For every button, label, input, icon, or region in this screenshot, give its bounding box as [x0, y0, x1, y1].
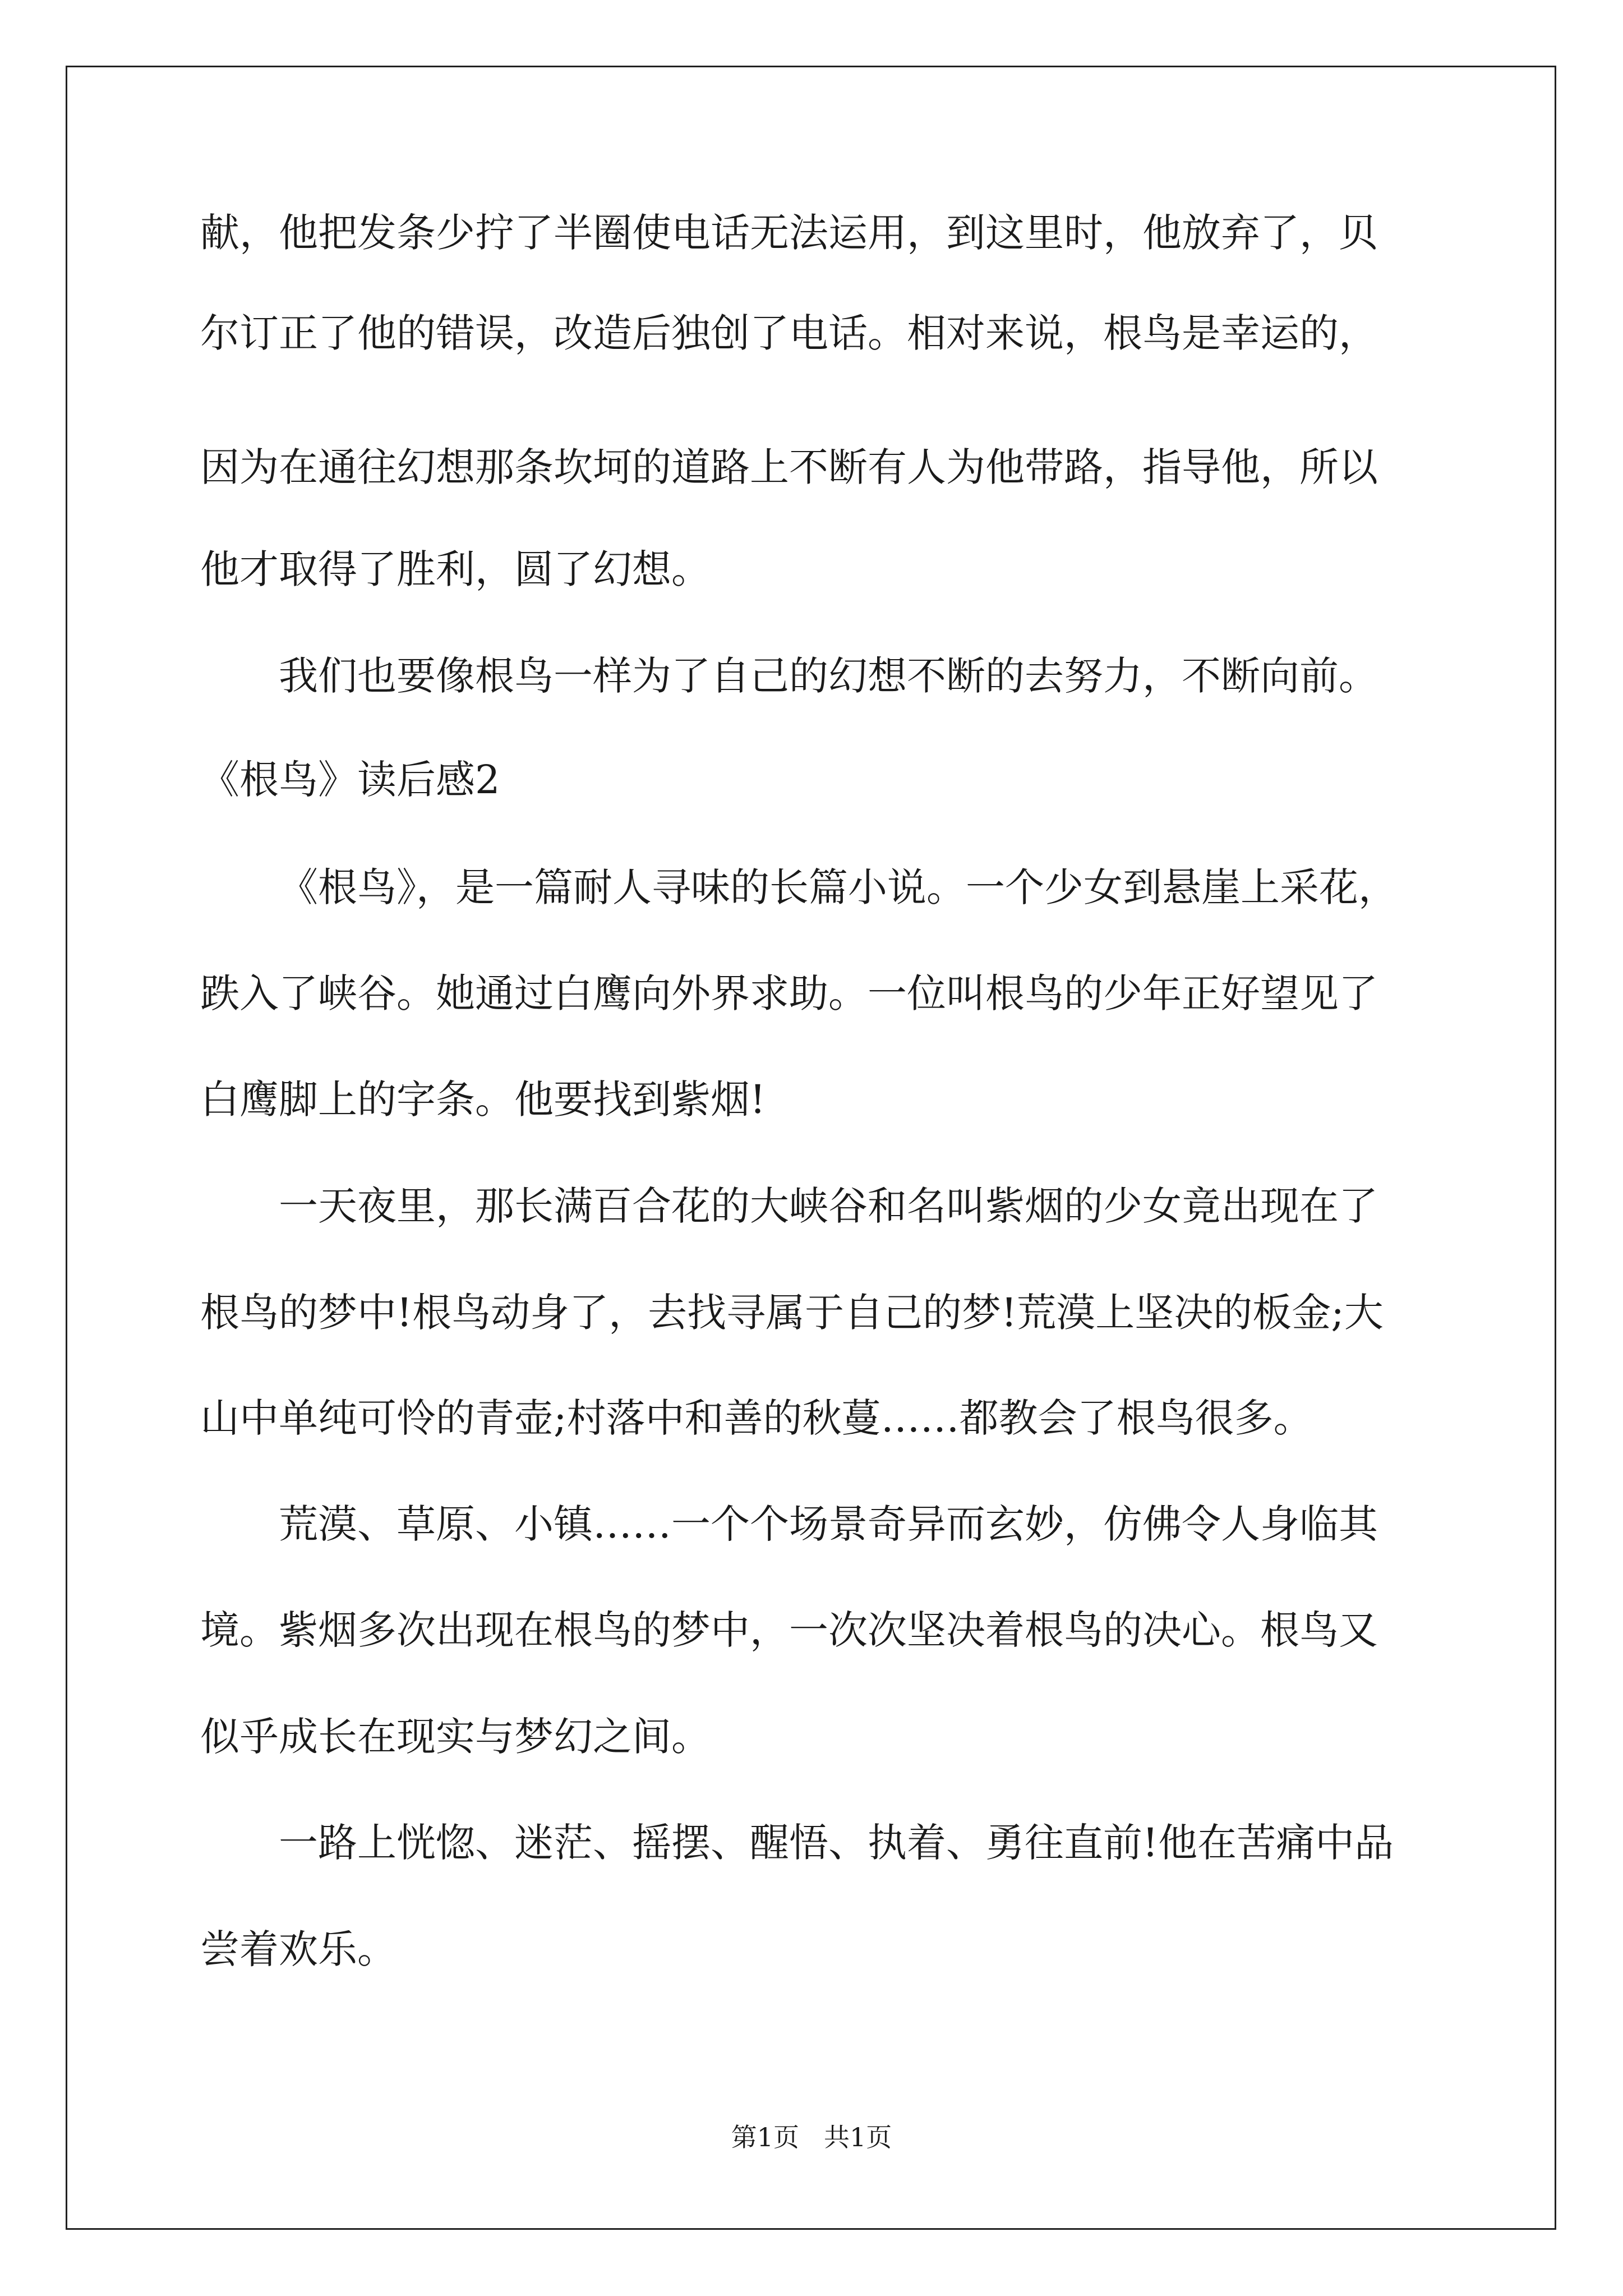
text-line: 荒漠、草原、小镇……一个个场景奇异而玄妙，仿佛令人身临其 — [279, 1501, 1378, 1547]
text-line: 尝着欢乐。 — [200, 1926, 396, 1972]
text-line: 献，他把发条少拧了半圈使电话无法运用，到这里时，他放弃了，贝 — [200, 210, 1378, 256]
text-line: 境。紫烟多次出现在根鸟的梦中，一次次坚决着根鸟的决心。根鸟又 — [200, 1607, 1378, 1653]
text-line: 一路上恍惚、迷茫、摇摆、醒悟、执着、勇往直前!他在苦痛中品 — [279, 1820, 1394, 1866]
text-line: 《根鸟》，是一篇耐人寻味的长篇小说。一个少女到悬崖上采花， — [279, 864, 1398, 910]
text-line: 跌入了峡谷。她通过白鹰向外界求助。一位叫根鸟的少年正好望见了 — [200, 970, 1378, 1016]
page-number-total: 共1页 — [824, 2122, 892, 2152]
text-line: 一天夜里，那长满百合花的大峡谷和名叫紫烟的少女竟出现在了 — [279, 1183, 1378, 1229]
page-number-current: 第1页 — [731, 2122, 799, 2152]
text-line: 根鸟的梦中!根鸟动身了，去找寻属于自己的梦!荒漠上坚决的板金;大 — [200, 1290, 1384, 1336]
text-line: 他才取得了胜利，圆了幻想。 — [200, 546, 711, 592]
text-line: 因为在通往幻想那条坎坷的道路上不断有人为他带路，指导他，所以 — [200, 444, 1378, 490]
page-footer — [0, 2124, 1623, 2150]
page-border — [66, 66, 1556, 2230]
text-line: 山中单纯可怜的青壶;村落中和善的秋蔓……都教会了根鸟很多。 — [200, 1395, 1313, 1441]
section-heading: 《根鸟》读后感2 — [200, 757, 500, 803]
text-line: 尔订正了他的错误，改造后独创了电话。相对来说，根鸟是幸运的， — [200, 310, 1378, 356]
text-line: 白鹰脚上的字条。他要找到紫烟! — [200, 1076, 766, 1122]
text-line: 似乎成长在现实与梦幻之间。 — [200, 1714, 711, 1760]
text-line: 我们也要像根鸟一样为了自己的幻想不断的去努力，不断向前。 — [279, 653, 1378, 699]
